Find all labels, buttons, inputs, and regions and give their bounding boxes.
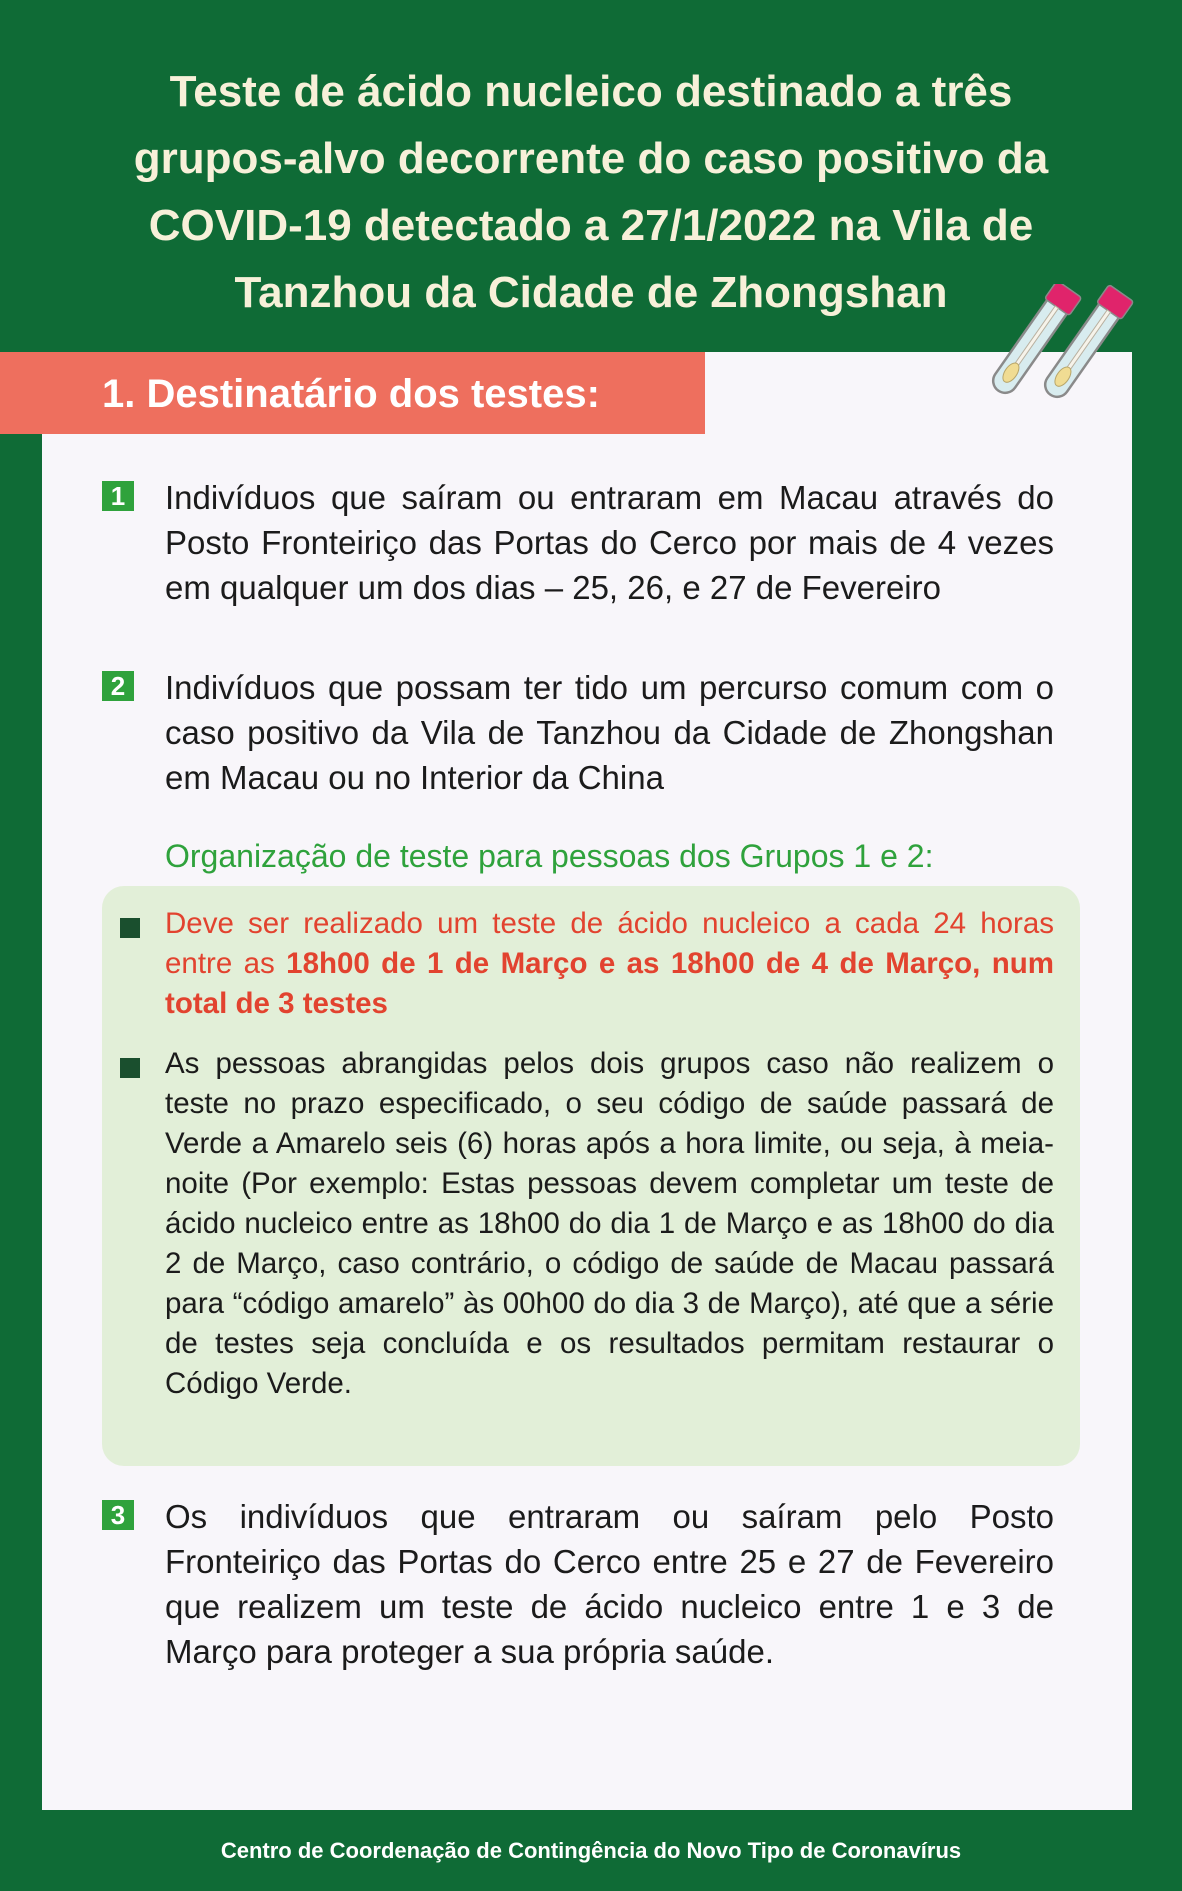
organization-heading: Organização de teste para pessoas dos Grupos 1 e 2:	[165, 838, 934, 874]
title-line: Tanzhou da Cidade de Zhongshan	[234, 268, 948, 317]
number-badge: 3	[102, 1500, 134, 1530]
section-title: 1. Destinatário dos testes:	[102, 372, 600, 416]
square-bullet-icon	[120, 918, 140, 938]
title-line: Teste de ácido nucleico destinado a três	[169, 67, 1013, 116]
footer-text: Centro de Coordenação de Contingência do Novo Tipo de Coronavírus	[220, 1838, 962, 1863]
test-tube-swab-icon	[968, 284, 1144, 434]
section-banner	[0, 352, 705, 434]
square-bullet-icon	[120, 1058, 140, 1078]
item-text: Os indivíduos que entraram ou saíram pelo Posto Fronteiriço das Portas do Cerco entre 25 e 27 de Fevereiro que realizem um teste de ácido nucleico entre 1 e 3 de Março para proteger a sua própria saúde.	[165, 1498, 1054, 1670]
title-line: COVID-19 detectado a 27/1/2022 na Vila de	[148, 201, 1034, 250]
bullet-text-1-bold: 18h00 de 1 de Março e as 18h00 de 4 de Março, num total de 3 testes	[165, 947, 1054, 1020]
title-line: grupos-alvo decorrente do caso positivo da	[133, 134, 1049, 183]
item-text: Indivíduos que saíram ou entraram em Macau através do Posto Fronteiriço das Portas do Cerco por mais de 4 vezes em qualquer um dos dias – 25, 26, e 27 de Fevereiro	[165, 479, 1054, 606]
organization-box	[102, 886, 1080, 1466]
item-text: Indivíduos que possam ter tido um percurso comum com o caso positivo da Vila de Tanzhou da Cidade de Zhongshan em Macau ou no Interior da China	[165, 669, 1054, 796]
number-badge: 2	[102, 671, 134, 701]
number-badge: 1	[102, 481, 134, 511]
bullet-text-2: As pessoas abrangidas pelos dois grupos caso não realizem o teste no prazo especificado, o seu código de saúde passará de Verde a Amarelo seis (6) horas após a hora limite, ou seja, à meia-noite (Por exemplo: Estas pessoas devem completar um teste de ácido nucleico entre as 18h00 do dia 1 de Março e as 18h00 do dia 2 de Março, caso contrário, o código de saúde de Macau passará para “código amarelo” às 00h00 do dia 3 de Março), até que a série de testes seja concluída e os resultados permitam restaurar o Código Verde.	[165, 1047, 1054, 1400]
poster-title	[60, 58, 1122, 326]
bullet-text-1	[165, 904, 1054, 1024]
bullet-text-1-plain: Deve ser realizado um teste de ácido nucleico a cada 24 horas entre as	[165, 907, 1054, 980]
